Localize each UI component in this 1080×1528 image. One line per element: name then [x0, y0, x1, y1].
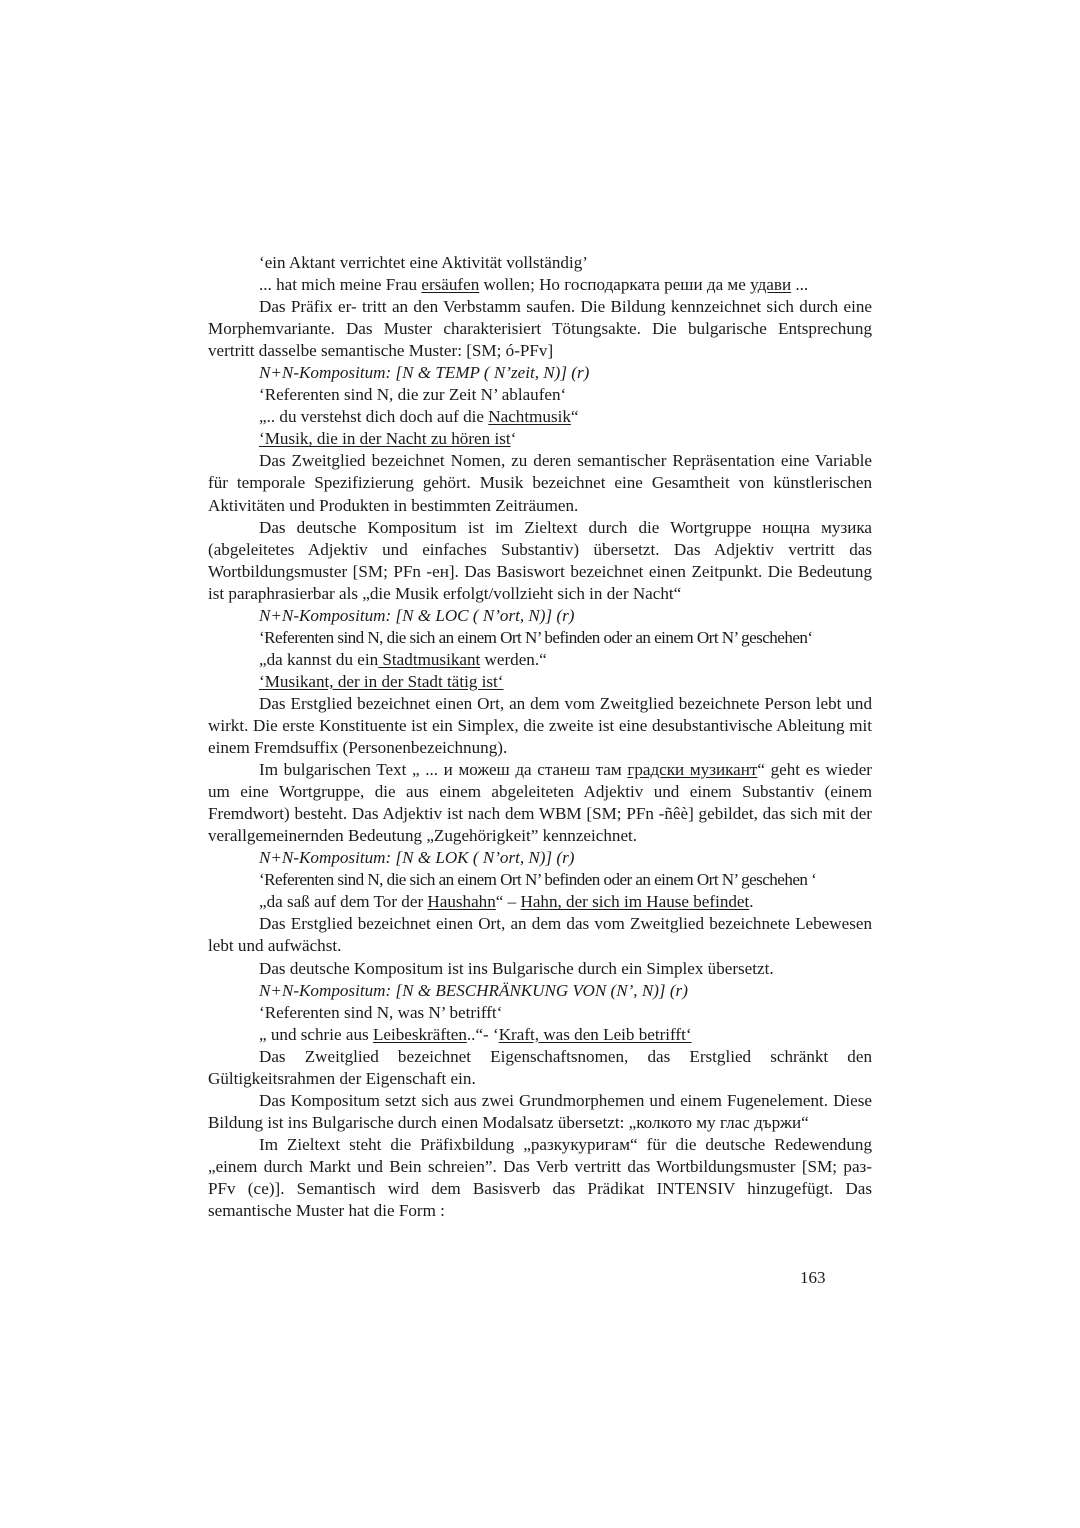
paragraph: Das Erstglied bezeichnet einen Ort, an dem das vom Zweitglied bezeichnete Lebewesen lebt und aufwächst. — [208, 914, 872, 956]
example-sentence: ... hat mich meine Frau ersäufen wollen; Но господарката реши да ме удави ... — [259, 275, 809, 295]
meaning-gloss: ‘Referenten sind N, die zur Zeit N’ ablaufen‘ — [259, 385, 567, 405]
paraphrase — [208, 671, 872, 693]
pattern-heading: N+N-Kompositum: [N & LOC ( N’ort, N)] (r) — [259, 605, 575, 625]
underlined-term: Haushahn — [427, 892, 496, 912]
underlined-term: Kraft, was den Leib betrifft‘ — [498, 1024, 692, 1044]
pattern-heading: N+N-Kompositum: [N & TEMP ( N’zeit, N)] (r) — [259, 363, 590, 383]
paragraph: Das Zweitglied bezeichnet Eigenschaftsnomen, das Erstglied schränkt den Gültigkeitsrahmen der Eigenschaft ein. — [208, 1046, 872, 1088]
meaning-gloss: ‘Referenten sind N, die sich an einem Ort N’ befinden oder an einem Ort N’ geschehen ‘ — [259, 870, 817, 890]
page-body — [208, 252, 872, 1222]
underlined-term: ‘Musik, die in der Nacht zu hören ist — [259, 429, 511, 449]
underlined-term: ‘Musikant, der in der Stadt tätig ist‘ — [259, 671, 504, 691]
example-sentence: „da kannst du ein Stadtmusikant werden.“ — [259, 649, 547, 669]
underlined-term: Leibeskräften — [372, 1024, 467, 1044]
meaning-gloss: ‘ein Aktant verrichtet eine Aktivität vollständig’ — [259, 253, 588, 272]
example-sentence: „da saß auf dem Tor der Haushahn“ – Hahn, der sich im Hause befindet. — [259, 892, 754, 912]
paragraph: Das Präfix er- tritt an den Verbstamm saufen. Die Bildung kennzeichnet sich durch eine Morphemvariante. Das Muster charakterisiert Tötungsakte. Die bulgarische Entsprechung vertritt dasselbe semantische Muster: [SM; ó-PFv] — [208, 297, 872, 361]
underlined-term: удави — [750, 275, 792, 295]
meaning-gloss: ‘Referenten sind N, was N’ betrifft‘ — [259, 1002, 503, 1022]
underlined-term: Nachtmusik — [488, 407, 571, 427]
pattern-heading: N+N-Kompositum: [N & BESCHRÄNKUNG VON (N’, N)] (r) — [259, 980, 688, 1000]
paragraph: Im Zieltext steht die Präfixbildung „разкукуригам“ für die deutsche Redewendung „einem durch Markt und Bein schreien”. Das Verb vertritt das Wortbildungsmuster [SM; раз- PFv (се)]. Semantisch wird dem Basisverb das Prädikat INTENSIV hinzugefügt. Das semantische Muster hat die Form : — [208, 1134, 872, 1221]
example-sentence: „ und schrie aus Leibeskräften..“- ‘Kraft, was den Leib betrifft‘ — [259, 1024, 692, 1044]
page-number: 163 — [800, 1268, 826, 1287]
paraphrase: ‘Musik, die in der Nacht zu hören ist‘ — [259, 429, 517, 449]
paragraph: Das Zweitglied bezeichnet Nomen, zu deren semantischer Repräsentation eine Variable für temporale Spezifizierung gehört. Musik bezeichnet eine Gesamtheit von künstlerischen Aktivitäten und Produkten in bestimmten Zeiträumen. — [208, 451, 872, 515]
example-sentence: „.. du verstehst dich doch auf die Nachtmusik“ — [259, 407, 579, 427]
underlined-term: Stadtmusikant — [378, 649, 481, 669]
paragraph: Das Kompositum setzt sich aus zwei Grundmorphemen und einem Fugenelement. Diese Bildung ist ins Bulgarische durch einen Modalsatz übersetzt: „колкото му глас държи“ — [208, 1090, 872, 1132]
paragraph: Das deutsche Kompositum ist ins Bulgarische durch ein Simplex übersetzt. — [259, 958, 774, 978]
paragraph: Das deutsche Kompositum ist im Zieltext durch die Wortgruppe нощна музика (abgeleitetes Adjektiv und einfaches Substantiv) übersetzt. Das Adjektiv vertritt das Wortbildungsmuster [SM; PFn -ен]. Das Basiswort bezeichnet einen Zeitpunkt. Die Bedeutung ist paraphrasierbar als „die Musik erfolgt/vollzieht sich in der Nacht“ — [208, 517, 872, 603]
paragraph: Im bulgarischen Text „ ... и можеш да станеш там градски музикант“ geht es wieder um eine Wortgruppe, die aus einem abgeleiteten Adjektiv und einem Substantiv (einem Fremdwort) besteht. Das Adjektiv ist nach dem WBM [SM; PFn -ñêè] gebildet, das sich mit der verallgemeinernden Bedeutung „Zugehörigkeit” kennzeichnet. — [208, 760, 872, 846]
pattern-heading: N+N-Kompositum: [N & LOK ( N’ort, N)] (r) — [259, 848, 575, 868]
underlined-term: градски музикант — [627, 760, 758, 780]
meaning-gloss: ‘Referenten sind N, die sich an einem Ort N’ befinden oder an einem Ort N’ geschehen‘ — [259, 627, 813, 647]
paragraph: Das Erstglied bezeichnet einen Ort, an dem vom Zweitglied bezeichnete Person lebt und wirkt. Die erste Konstituente ist ein Simplex, die zweite ist eine desubstantivische Ableitung mit einem Fremdsuffix (Personenbezeichnung). — [208, 693, 872, 758]
underlined-term: ersäufen — [421, 275, 480, 295]
underlined-term: Hahn, der sich im Hause befindet — [520, 892, 750, 912]
